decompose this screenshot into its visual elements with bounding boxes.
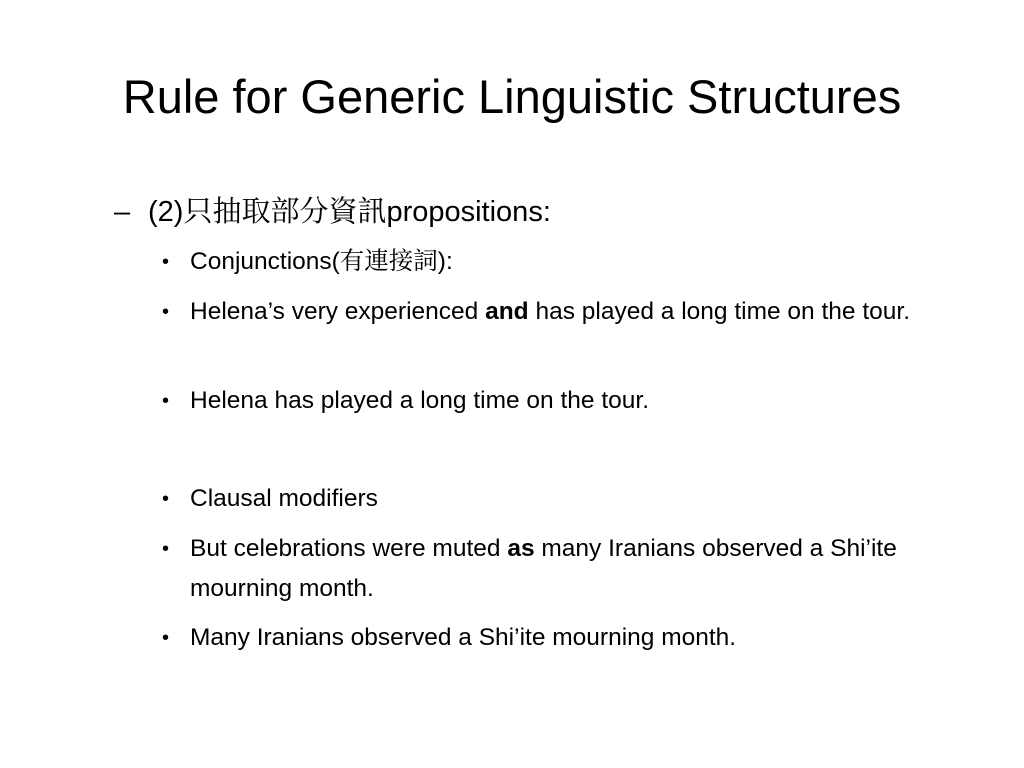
bullet-text: Helena has played a long time on the tour. [190, 387, 650, 414]
slide-title: Rule for Generic Linguistic Structures [122, 70, 902, 123]
bullet-icon: • [162, 488, 170, 510]
bullet-text [190, 529, 952, 609]
bullet-icon: • [162, 627, 170, 649]
text-before: But celebrations were muted [190, 535, 508, 562]
bullet-iranians-result [162, 618, 952, 658]
bold-keyword: and [485, 298, 529, 325]
bullet-text [190, 292, 952, 332]
level1-text: (2)只抽取部分資訊propositions: [148, 196, 551, 228]
text-after: many Iranians observed a Shi’ite mourning month. [190, 535, 897, 602]
level1-item [114, 190, 551, 234]
bullet-icon: • [162, 301, 170, 323]
text-before: Helena’s very experienced [190, 298, 486, 325]
bullet-conjunctions [162, 242, 952, 282]
bullet-helena-example [162, 292, 952, 332]
bullet-icon: • [162, 538, 170, 560]
bullet-icon: • [162, 251, 170, 273]
dash-marker: – [114, 196, 131, 228]
bullet-text: Many Iranians observed a Shi’ite mourning month. [190, 624, 737, 651]
bullet-clausal-modifiers [162, 479, 952, 519]
bullet-text: Conjunctions(有連接詞): [190, 248, 453, 275]
bullet-helena-result [162, 381, 952, 421]
text-after: has played a long time on the tour. [528, 298, 911, 325]
bullet-icon: • [162, 390, 170, 412]
bullet-text: Clausal modifiers [190, 485, 378, 512]
bold-keyword: as [507, 535, 535, 562]
bullet-celebrations-example [162, 529, 952, 609]
